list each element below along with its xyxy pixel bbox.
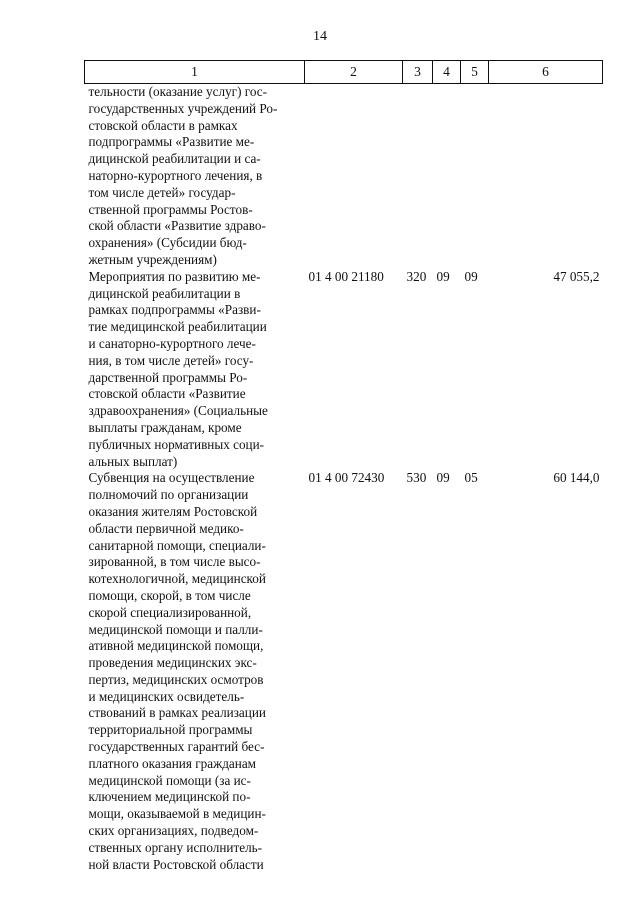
target-code-cell: 01 4 00 21180	[308, 268, 384, 284]
text-line: медицинской помощи (за ис-	[88, 772, 251, 788]
text-line: наторно-курортного лечения, в	[88, 167, 263, 183]
header-col-3: 3	[403, 61, 433, 84]
text-line: санитарной помощи, специали-	[88, 537, 266, 553]
text-line: здравоохранения» (Социальные	[88, 403, 268, 419]
text-line: платного оказания гражданам	[88, 755, 257, 771]
text-line: тельности (оказание услуг) гос-	[88, 84, 268, 99]
target-code-cell: 01 4 00 72430	[308, 470, 385, 486]
text-line: подпрограммы «Развитие ме-	[88, 134, 255, 150]
text-line: альных выплат)	[88, 453, 178, 469]
text-line: Субвенция на осуществление	[88, 470, 255, 486]
text-line: дарственной программы Ро-	[88, 369, 248, 385]
expense-type-cell: 320	[406, 268, 427, 284]
text-line: государственных гарантий бес-	[88, 739, 265, 755]
subsection-cell	[461, 84, 489, 269]
amount-cell: 60 144,0	[553, 470, 600, 486]
text-line: рамках подпрограммы «Разви-	[88, 302, 261, 318]
text-line: медицинской помощи и палли-	[88, 621, 263, 637]
text-line: проведения медицинских экс-	[88, 655, 257, 671]
text-line: дицинской реабилитации в	[88, 285, 241, 301]
text-line: ской области «Развитие здраво-	[88, 218, 266, 234]
section-cell: 09	[436, 268, 450, 284]
header-col-5: 5	[461, 61, 489, 84]
text-line: мощи, оказываемой в медицин-	[88, 806, 266, 822]
text-line: охранения» (Субсидии бюд-	[88, 235, 247, 251]
text-line: ских организациях, подведом-	[88, 823, 259, 839]
subsection-cell: 05	[464, 470, 478, 486]
text-line: территориальной программы	[88, 722, 253, 738]
text-line: ственной программы Ростов-	[88, 201, 253, 217]
header-col-2: 2	[305, 61, 403, 84]
text-line: скорой специализированной,	[88, 604, 252, 620]
header-col-4: 4	[433, 61, 461, 84]
budget-table	[84, 60, 603, 873]
table-row	[85, 269, 603, 471]
text-line: и санаторно-курортного лече-	[88, 335, 256, 351]
text-line: ственных органу исполнитель-	[88, 839, 263, 855]
text-line: стовской области «Развитие	[88, 386, 246, 402]
page-number: 14	[313, 29, 327, 44]
text-line: ключением медицинской по-	[88, 789, 251, 805]
table-row	[85, 84, 603, 269]
table-row	[85, 470, 603, 873]
row-name-cell	[85, 269, 305, 471]
expense-type-cell: 530	[406, 470, 427, 486]
text-line: тие медицинской реабилитации	[88, 319, 267, 335]
text-line: жетным учреждениям)	[88, 251, 217, 267]
text-line: оказания жителям Ростовской	[88, 503, 258, 519]
text-line: зированной, в том числе высо-	[88, 554, 261, 570]
text-line: помощи, скорой, в том числе	[88, 587, 251, 603]
text-line: и медицинских освидетель-	[88, 688, 245, 704]
row-name-cell	[85, 84, 305, 269]
text-line: том числе детей» государ-	[88, 184, 236, 200]
text-line: ствований в рамках реализации	[88, 705, 266, 721]
amount-cell: 47 055,2	[553, 268, 600, 284]
text-line: государственных учреждений Ро-	[88, 100, 278, 116]
text-line: пертиз, медицинских осмотров	[88, 671, 264, 687]
text-line: ативной медицинской помощи,	[88, 638, 264, 654]
text-line: Мероприятия по развитию ме-	[88, 268, 261, 284]
text-line: выплаты гражданам, кроме	[88, 419, 242, 435]
text-line: области первичной медико-	[88, 520, 244, 536]
section-cell	[433, 84, 461, 269]
text-line: стовской области в рамках	[88, 117, 238, 133]
subsection-cell: 09	[464, 268, 478, 284]
header-row	[85, 61, 603, 84]
section-cell: 09	[436, 470, 450, 486]
expense-type-cell	[403, 84, 433, 269]
target-code-cell	[305, 84, 403, 269]
text-line: полномочий по организации	[88, 487, 249, 503]
text-line: ния, в том числе детей» госу-	[88, 352, 254, 368]
text-line: публичных нормативных соци-	[88, 436, 265, 452]
header-col-1: 1	[85, 61, 305, 84]
text-line: дицинской реабилитации и са-	[88, 151, 261, 167]
header-col-6: 6	[489, 61, 603, 84]
amount-cell	[489, 84, 603, 269]
text-line: ной власти Ростовской области	[88, 856, 264, 872]
row-name-cell	[85, 470, 305, 873]
text-line: котехнологичной, медицинской	[88, 571, 266, 587]
